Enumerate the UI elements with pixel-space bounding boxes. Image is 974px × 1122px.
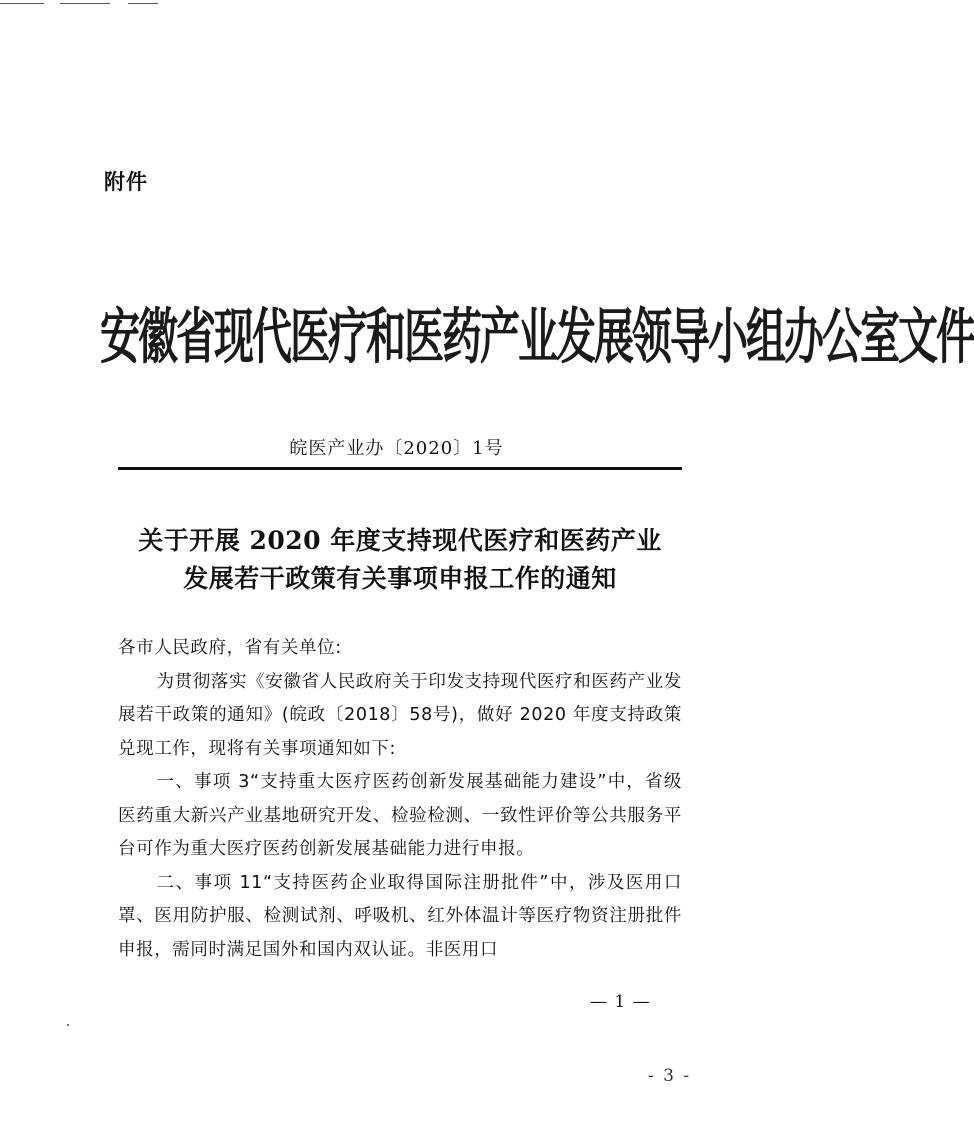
document-header-title: 安徽省现代医疗和医药产业发展领导小组办公室文件 xyxy=(100,303,974,373)
document-body xyxy=(118,632,682,967)
page-number: — 1 — xyxy=(590,992,651,1012)
notice-title-line-1: 关于开展 2020 年度支持现代医疗和医药产业 xyxy=(138,526,662,555)
body-paragraph-3: 二、事项 11“支持医药企业取得国际注册批件”中，涉及医用口罩、医用防护服、检测试剂、呼吸机、红外体温计等医疗物资注册批件申报，需同时满足国外和国内双认证。非医用口 xyxy=(118,872,682,960)
scan-page-number: - 3 - xyxy=(648,1066,692,1086)
body-paragraph-2: 一、事项 3“支持重大医疗医药创新发展基础能力建设”中，省级医药重大新兴产业基地研究开发、检验检测、一致性评价等公共服务平台可作为重大医疗医药创新发展基础能力进行申报。 xyxy=(118,772,682,859)
header-divider xyxy=(118,467,682,470)
notice-title-line-2: 发展若干政策有关事项申报工作的通知 xyxy=(183,564,617,593)
scan-top-edge xyxy=(0,0,793,8)
scan-speck xyxy=(67,1024,69,1026)
notice-title xyxy=(90,522,710,598)
salutation: 各市人民政府，省有关单位: xyxy=(118,638,342,658)
body-paragraph-1: 为贯彻落实《安徽省人民政府关于印发支持现代医疗和医药产业发展若干政策的通知》(皖政〔2018〕58号)，做好 2020 年度支持政策兑现工作，现将有关事项通知如下: xyxy=(118,671,682,759)
attachment-label: 附件 xyxy=(104,170,148,194)
document-number: 皖医产业办〔2020〕1号 xyxy=(289,438,504,459)
